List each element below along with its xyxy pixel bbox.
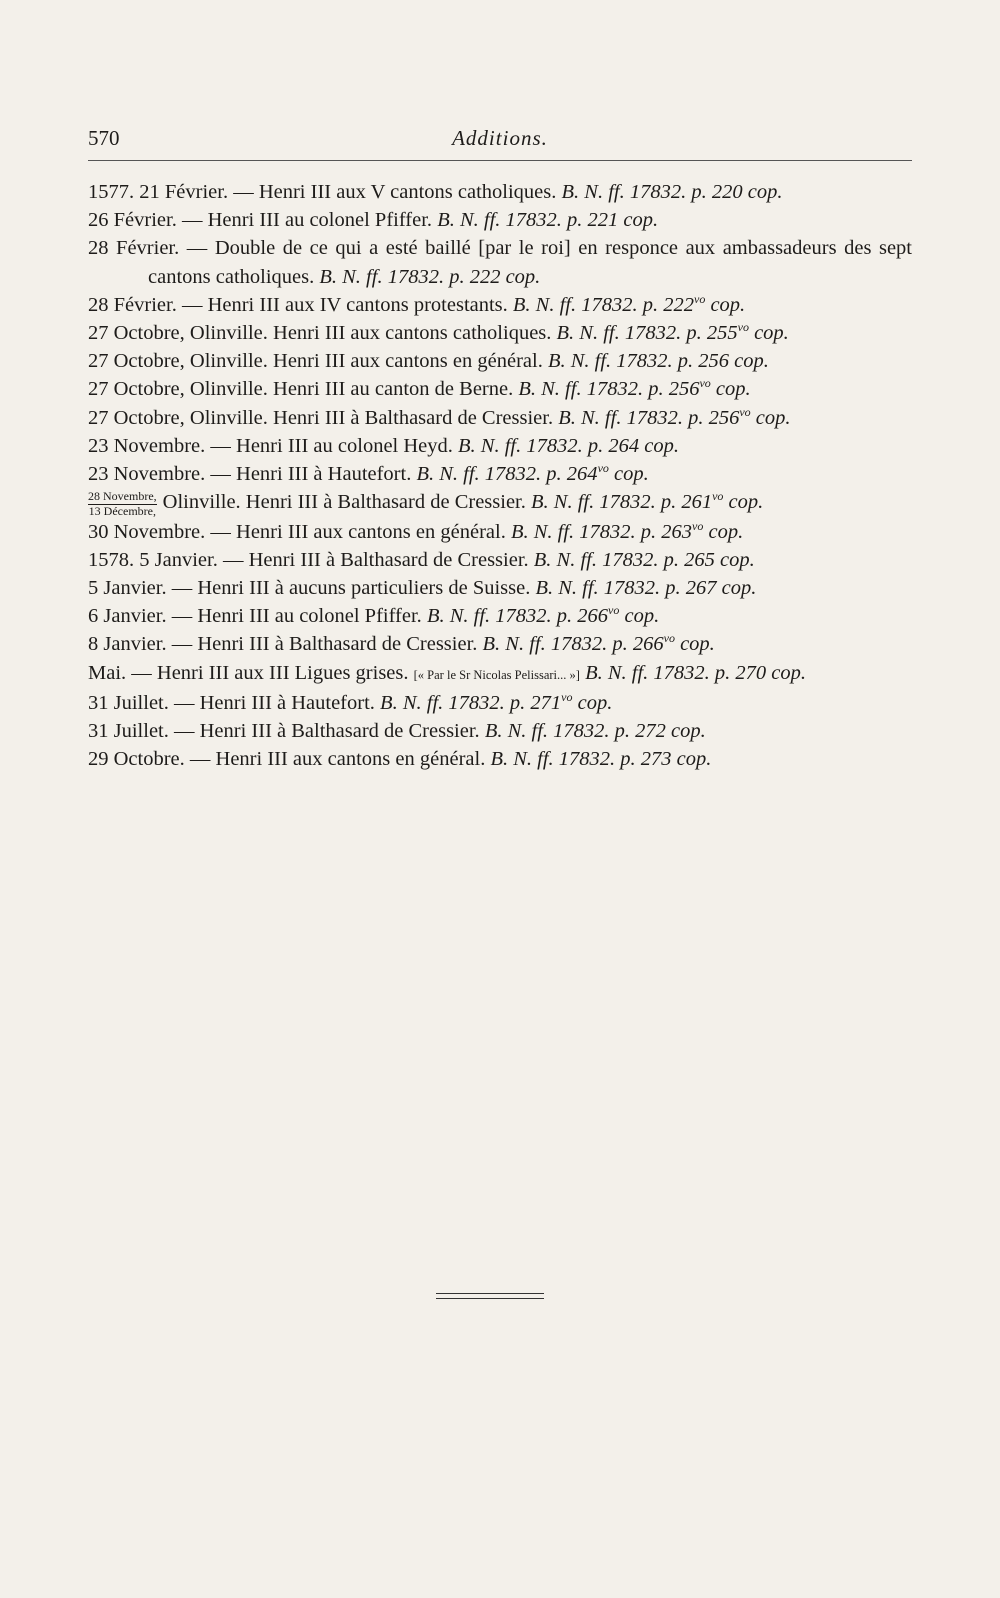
reference-text: B. N. ff. 17832. p. 222 cop. [319, 265, 541, 288]
reference-text: B. N. ff. 17832. p. 272 cop. [484, 719, 706, 742]
entry-date: 27 Octobre, Olinville. [88, 322, 268, 345]
end-rule [436, 1298, 544, 1299]
entry-reference [458, 435, 679, 457]
folio-verso: vo [561, 689, 573, 704]
entry-text: Henri III aux cantons catholiques. [273, 322, 552, 345]
end-rule [436, 1293, 544, 1294]
entry-date: 27 Octobre, Olinville. [88, 350, 268, 373]
reference-suffix: cop. [728, 491, 764, 514]
reference-text: B. N. ff. 17832. p. 267 cop. [535, 576, 757, 599]
entry-date: Mai. [88, 661, 127, 684]
entry-date: 8 Janvier. [88, 633, 167, 656]
reference-text: B. N. ff. 17832. p. 256 [558, 406, 740, 429]
reference-suffix: cop. [680, 633, 715, 656]
entry-date: 6 Janvier. [88, 605, 167, 628]
reference-text: B. N. ff. 17832. p. 265 cop. [533, 548, 755, 571]
reference-suffix: cop. [755, 406, 791, 429]
entry-date: 31 Juillet. [88, 691, 169, 714]
running-title: Additions. [452, 126, 548, 150]
entry-date: 21 Février. [139, 181, 229, 203]
date-range-start: 28 Novembre, [88, 488, 157, 503]
entry-reference [319, 266, 540, 288]
entry-text: — Henri III aux cantons en général. [189, 748, 486, 771]
list-item [88, 488, 912, 517]
list-item [88, 178, 912, 206]
reference-text: B. N. ff. 17832. p. 271 [380, 691, 562, 714]
reference-suffix: cop. [708, 520, 744, 543]
list-item [88, 234, 912, 290]
reference-text: B. N. ff. 17832. p. 221 cop. [437, 209, 659, 232]
folio-verso: vo [692, 518, 704, 533]
entry-date: 26 Février. [88, 209, 177, 232]
folio-verso: vo [699, 376, 711, 391]
entry-text: — Henri III aux IV cantons protestants. [181, 293, 508, 316]
entry-reference [485, 720, 706, 742]
entry-date: Olinville. [162, 491, 241, 514]
entry-text: — Henri III au colonel Pfiffer. [171, 605, 422, 628]
reference-text: B. N. ff. 17832. p. 256 [518, 378, 700, 401]
date-range [88, 490, 157, 518]
entry-date: 31 Juillet. [88, 719, 169, 742]
reference-suffix: cop. [614, 463, 649, 486]
list-item [88, 574, 912, 602]
entry-date: 27 Octobre, Olinville. [88, 406, 268, 429]
entry-reference [416, 463, 648, 485]
reference-text: B. N. ff. 17832. p. 266 [426, 605, 609, 628]
reference-text: B. N. ff. 17832. p. 266 [482, 633, 664, 656]
entry-reference [490, 748, 711, 770]
reference-text: B. N. ff. 17832. p. 255 [556, 322, 738, 345]
list-item [88, 291, 912, 319]
list-item [88, 404, 912, 432]
entry-date: 23 Novembre. [88, 463, 206, 486]
list-item [88, 745, 912, 773]
entry-reference [427, 605, 659, 627]
entry-date: 28 Février. [88, 293, 177, 316]
entry-text: Henri III à Balthasard de Cressier. [245, 491, 526, 514]
list-item [88, 460, 912, 488]
entry-reference [557, 322, 789, 344]
entry-reference [437, 209, 658, 231]
reference-text: B. N. ff. 17832. p. 220 cop. [561, 181, 783, 203]
entry-reference [531, 491, 763, 513]
date-range-end: 13 Décembre, [88, 503, 156, 518]
entry-text: — Henri III au colonel Heyd. [210, 434, 453, 457]
entry-reference [510, 518, 744, 543]
list-item [88, 518, 912, 546]
reference-text: B. N. ff. 17832. p. 273 cop. [490, 748, 712, 771]
entry-text: — Henri III à aucuns particuliers de Suisse. [171, 576, 531, 599]
entry-text: — Henri III au colonel Pfiffer. [181, 209, 433, 232]
folio-verso: vo [737, 320, 749, 335]
entry-reference [483, 633, 715, 655]
folio-verso: vo [694, 291, 706, 306]
reference-suffix: cop. [710, 293, 746, 316]
list-item [88, 319, 912, 347]
reference-suffix: cop. [577, 691, 613, 714]
entry-text: — Henri III à Balthasard de Cressier. [171, 633, 478, 656]
entry-date: 30 Novembre. [88, 520, 206, 543]
list-item [88, 546, 912, 574]
entry-date: 28 Février. [88, 237, 180, 260]
entry-text: — Henri III à Hautefort. [210, 463, 412, 486]
list-item [88, 659, 912, 689]
entry-date: 5 Janvier. [139, 548, 218, 571]
reference-suffix: cop. [754, 322, 789, 345]
entry-text: — Henri III à Hautefort. [173, 691, 375, 714]
entry-list [88, 178, 912, 773]
list-item [88, 630, 912, 658]
folio-verso: vo [608, 603, 620, 618]
reference-text: B. N. ff. 17832. p. 270 cop. [585, 661, 806, 684]
reference-text: B. N. ff. 17832. p. 261 [531, 491, 713, 514]
list-item [88, 206, 912, 234]
entry-note: [« Par le Sr Nicolas Pelissari... »] [413, 667, 580, 682]
entry-text: — Henri III à Balthasard de Cressier. [173, 719, 480, 742]
entry-reference [548, 350, 769, 372]
entry-year: 1577. [88, 181, 135, 203]
entry-reference [558, 404, 791, 429]
reference-text: B. N. ff. 17832. p. 264 cop. [458, 434, 679, 457]
entry-reference [512, 291, 746, 316]
entry-text: — Henri III aux V cantons catholiques. [233, 181, 557, 203]
reference-text: B. N. ff. 17832. p. 263 [510, 520, 693, 543]
entry-text: — Henri III aux cantons en général. [210, 520, 506, 543]
reference-suffix: cop. [624, 605, 660, 628]
folio-verso: vo [663, 631, 675, 646]
folio-verso: vo [739, 404, 751, 419]
entry-reference [562, 181, 783, 203]
entry-text: — Henri III à Balthasard de Cressier. [222, 548, 529, 571]
folio-verso: vo [712, 489, 724, 504]
list-item [88, 375, 912, 403]
entry-text: — Double de ce qui a esté baillé [par le roi] en responce aux ambassadeurs des sept cantons catholiques. [148, 237, 912, 288]
entry-date: 27 Octobre, Olinville. [88, 378, 268, 401]
entry-reference [518, 378, 750, 400]
entry-reference [585, 662, 806, 684]
reference-text: B. N. ff. 17832. p. 222 [512, 293, 694, 316]
entry-reference [380, 689, 613, 714]
entry-text: Henri III aux cantons en général. [273, 350, 543, 373]
folio-verso: vo [597, 461, 609, 476]
list-item [88, 602, 912, 630]
list-item [88, 347, 912, 375]
reference-text: B. N. ff. 17832. p. 264 [416, 463, 598, 486]
entry-text: Henri III au canton de Berne. [273, 378, 514, 401]
entry-text: Henri III à Balthasard de Cressier. [273, 406, 554, 429]
list-item [88, 432, 912, 460]
page-number: 570 [88, 126, 120, 150]
entry-text: — Henri III aux III Ligues grises. [131, 661, 409, 684]
reference-text: B. N. ff. 17832. p. 256 cop. [547, 350, 769, 373]
entry-year: 1578. [88, 548, 135, 571]
page-header [88, 126, 912, 161]
entry-reference [534, 549, 755, 571]
list-item [88, 717, 912, 745]
entry-date: 29 Octobre. [88, 748, 185, 771]
entry-date: 23 Novembre. [88, 434, 206, 457]
reference-suffix: cop. [715, 378, 751, 401]
list-item [88, 689, 912, 717]
entry-date: 5 Janvier. [88, 576, 167, 599]
entry-reference [535, 577, 756, 599]
